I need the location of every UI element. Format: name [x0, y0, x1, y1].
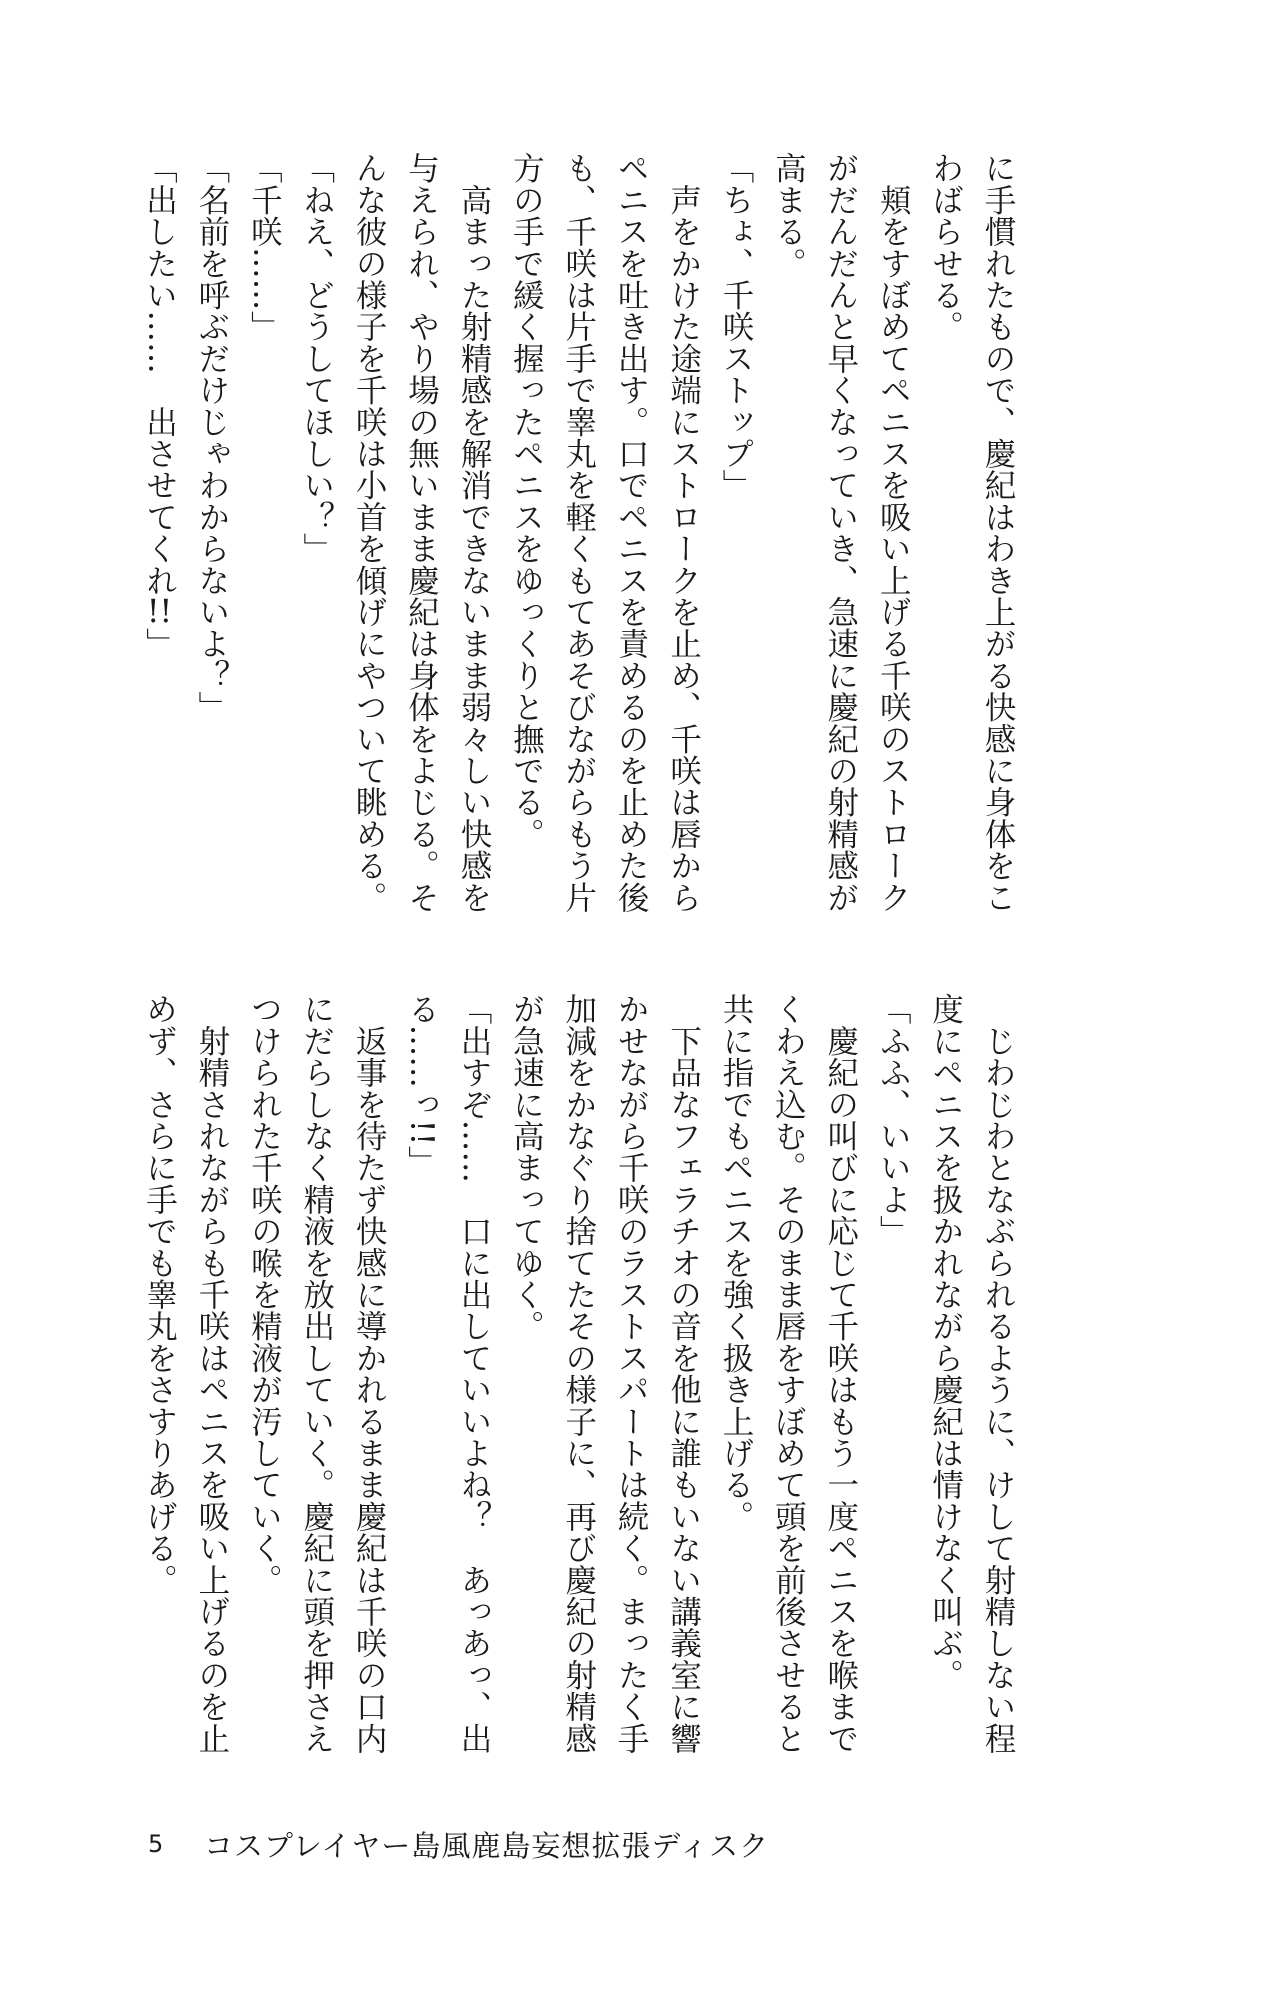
text-column: も、千咲は片手で睾丸を軽くもてあそびながらもう片 [560, 152, 597, 913]
text-column: 「出したい…… 出させてくれ!!」 [141, 152, 178, 660]
text-column: かせながら千咲のラストスパートは続く。まったく手 [613, 993, 650, 1754]
text-column: 方の手で緩く握ったペニスをゆっくりと撫でる。 [508, 152, 545, 850]
text-column: つけられた千咲の喉を精液が汚していく。 [246, 993, 283, 1596]
text-column: がだんだんと早くなっていき、急速に慶紀の射精感が [822, 152, 859, 913]
text-column: 「出すぞ…… 口に出していいよね？ あっあっ、出 [455, 993, 492, 1754]
text-column: 下品なフェラチオの音を他に誰もいない講義室に響 [665, 993, 702, 1754]
exclamation-mark: !! [146, 595, 173, 628]
text-column: 射精されながらも千咲はペニスを吸い上げるのを止 [193, 993, 230, 1754]
page-number: 5 [148, 1830, 164, 1858]
text-column: わばらせる。 [927, 152, 964, 343]
text-column: 「千咲……」 [246, 152, 283, 343]
text-column: 与えられ、やり場の無いまま慶紀は身体をよじる。そ [403, 152, 440, 913]
text-column: んな彼の様子を千咲は小首を傾げにやついて眺める。 [351, 152, 388, 913]
text-column: る……っ!!」 [403, 993, 440, 1178]
text-column: 返事を待たず快感に導かれるまま慶紀は千咲の口内 [351, 993, 388, 1754]
text-column: に手慣れたもので、慶紀はわき上がる快感に身体をこ [980, 152, 1016, 913]
text-column: 共に指でもペニスを強く扱き上げる。 [717, 993, 754, 1532]
text-column: 頬をすぼめてペニスを吸い上げる千咲のストローク [875, 152, 912, 913]
bottom-text-block [132, 993, 1024, 1755]
text-column: 「名前を呼ぶだけじゃわからないよ？」 [193, 152, 230, 723]
text-column: じわじわとなぶられるように、けして射精しない程 [980, 993, 1016, 1754]
text-column: にだらしなく精液を放出していく。慶紀に頭を押さえ [298, 993, 335, 1754]
text-column: 慶紀の叫びに応じて千咲はもう一度ペニスを喉まで [822, 993, 859, 1754]
text-column: 「ねえ、どうしてほしい？」 [298, 152, 335, 565]
text-column: ペニスを吐き出す。口でペニスを責めるのを止めた後 [613, 152, 650, 913]
book-title: コスプレイヤー島風鹿島妄想拡張ディスク [204, 1828, 770, 1863]
text-column: 「ちょ、千咲ストップ」 [717, 152, 754, 501]
text-column: 「ふふ、いいよ」 [875, 993, 912, 1247]
text-column: 高まった射精感を解消できないまま弱々しい快感を [455, 152, 492, 913]
text-column: 高まる。 [770, 152, 807, 279]
text-column: 加減をかなぐり捨てたその様子に、再び慶紀の射精感 [560, 993, 597, 1754]
text-column: 度にペニスを扱かれながら慶紀は情けなく叫ぶ。 [927, 993, 964, 1691]
text-column: くわえ込む。そのまま唇をすぼめて頭を前後させると [770, 993, 807, 1754]
text-column: 声をかけた途端にストロークを止め、千咲は唇から [665, 152, 702, 913]
top-text-block [132, 152, 1024, 914]
page-footer [148, 1826, 769, 1862]
text-column: めず、さらに手でも睾丸をさすりあげる。 [141, 993, 178, 1596]
text-column: が急速に高まってゆく。 [508, 993, 545, 1342]
